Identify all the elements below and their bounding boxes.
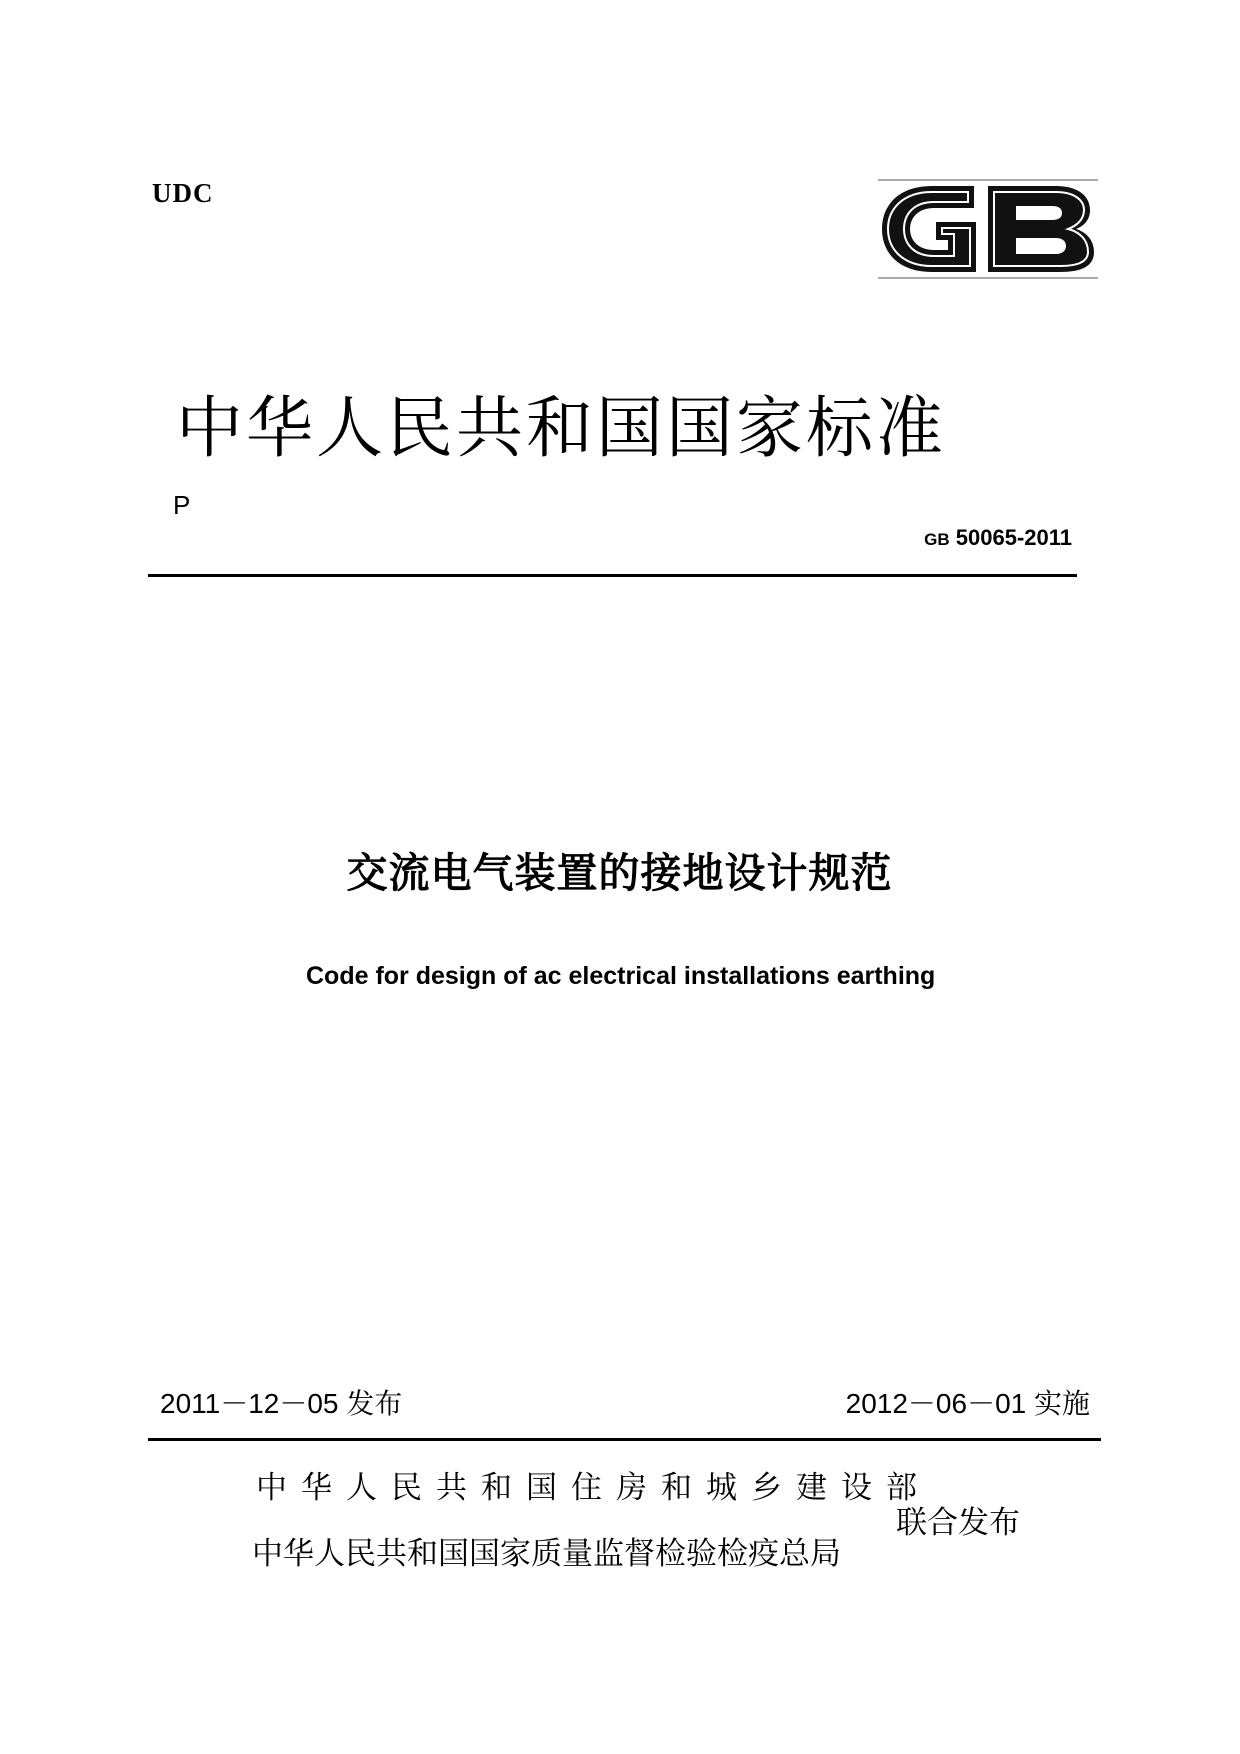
bottom-divider [148,1438,1101,1441]
issuer-ministry: 中华人民共和国住房和城乡建设部 [256,1470,931,1506]
implementation-date: 2012－06－01 实施 [845,1388,1090,1419]
gb-logo [878,178,1098,280]
standard-number-value: 50065-2011 [955,525,1072,550]
issue-date: 2011－12－05 发布 [160,1388,403,1419]
standard-number [924,525,1072,551]
udc-label: UDC [152,178,214,208]
top-divider [148,574,1077,577]
classification-code: P [173,490,191,520]
standard-prefix: GB [924,530,950,549]
document-title-en: Code for design of ac electrical installations earthing [306,962,936,990]
document-title-cn: 交流电气装置的接地设计规范 [346,849,893,897]
issuer-aqsiq: 中华人民共和国国家质量监督检验检疫总局 [252,1536,841,1572]
joint-issue-label: 联合发布 [896,1505,1020,1541]
national-standard-title: 中华人民共和国国家标准 [176,389,946,467]
